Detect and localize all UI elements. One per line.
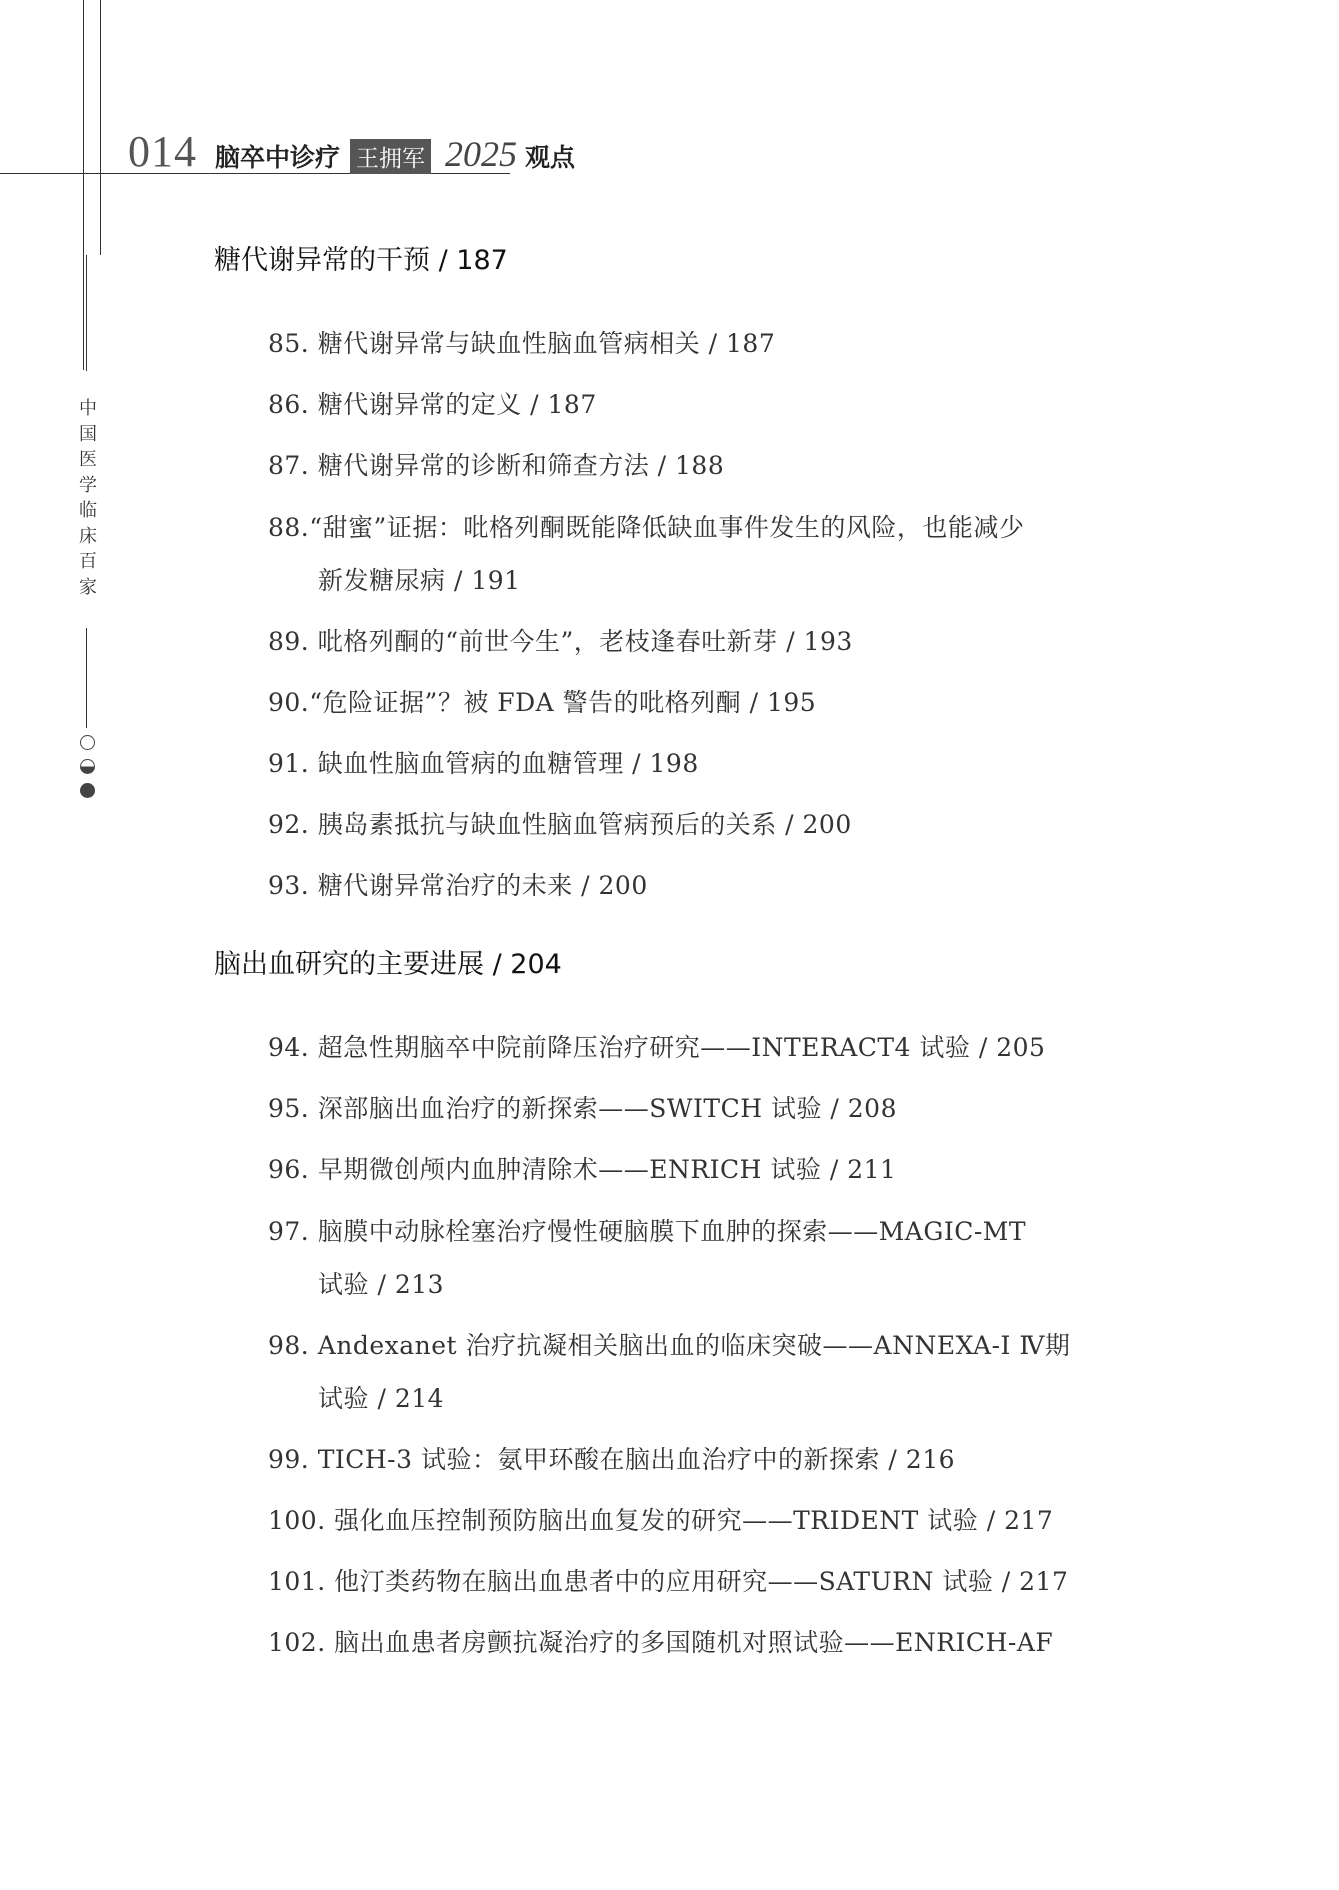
toc-entry: 98. Andexanet 治疗抗凝相关脑出血的临床突破——ANNEXA-I Ⅳ期 <box>268 1331 1071 1360</box>
book-title: 脑卒中诊疗 <box>215 143 341 172</box>
toc-entry: 102. 脑出血患者房颤抗凝治疗的多国随机对照试验——ENRICH-AF <box>268 1628 1054 1657</box>
toc-entry-continuation: 试验 / 214 <box>318 1384 445 1413</box>
toc-entry: 94. 超急性期脑卒中院前降压治疗研究——INTERACT4 试验 / 205 <box>268 1033 1046 1062</box>
page-number: 014 <box>128 127 197 176</box>
toc-entry: 93. 糖代谢异常治疗的未来 / 200 <box>268 871 648 900</box>
toc-entry: 100. 强化血压控制预防脑出血复发的研究——TRIDENT 试验 / 217 <box>268 1506 1054 1535</box>
toc-entry: 96. 早期微创颅内血肿清除术——ENRICH 试验 / 211 <box>268 1155 897 1184</box>
toc-entry: 92. 胰岛素抵抗与缺血性脑血管病预后的关系 / 200 <box>268 810 852 839</box>
view-label: 观点 <box>525 143 576 172</box>
toc-entry: 95. 深部脑出血治疗的新探索——SWITCH 试验 / 208 <box>268 1094 897 1123</box>
author-badge: 王拥军 <box>350 139 431 174</box>
section-heading: 糖代谢异常的干预 / 187 <box>214 245 508 276</box>
toc-entry: 89. 吡格列酮的“前世今生”，老枝逢春吐新芽 / 193 <box>268 627 853 656</box>
toc-entry: 101. 他汀类药物在脑出血患者中的应用研究——SATURN 试验 / 217 <box>268 1567 1069 1596</box>
toc-entry: 91. 缺血性脑血管病的血糖管理 / 198 <box>268 749 699 778</box>
toc-entry: 87. 糖代谢异常的诊断和筛查方法 / 188 <box>268 451 725 480</box>
toc-entry-continuation: 试验 / 213 <box>318 1270 445 1299</box>
toc-entry: 86. 糖代谢异常的定义 / 187 <box>268 390 597 419</box>
toc-entry: 85. 糖代谢异常与缺血性脑血管病相关 / 187 <box>268 329 776 358</box>
year: 2025 <box>445 134 518 174</box>
toc-entry: 88.“甜蜜”证据：吡格列酮既能降低缺血事件发生的风险，也能减少 <box>268 513 1025 542</box>
toc-entry: 97. 脑膜中动脉栓塞治疗慢性硬脑膜下血肿的探索——MAGIC-MT <box>268 1217 1027 1246</box>
toc-entry-continuation: 新发糖尿病 / 191 <box>318 566 521 595</box>
side-series-title: 中国医学临床百家 <box>79 398 97 598</box>
toc-entry: 90.“危险证据”？被 FDA 警告的吡格列酮 / 195 <box>268 688 817 717</box>
section-heading: 脑出血研究的主要进展 / 204 <box>214 949 562 980</box>
toc-entry: 99. TICH-3 试验：氨甲环酸在脑出血治疗中的新探索 / 216 <box>268 1445 956 1474</box>
